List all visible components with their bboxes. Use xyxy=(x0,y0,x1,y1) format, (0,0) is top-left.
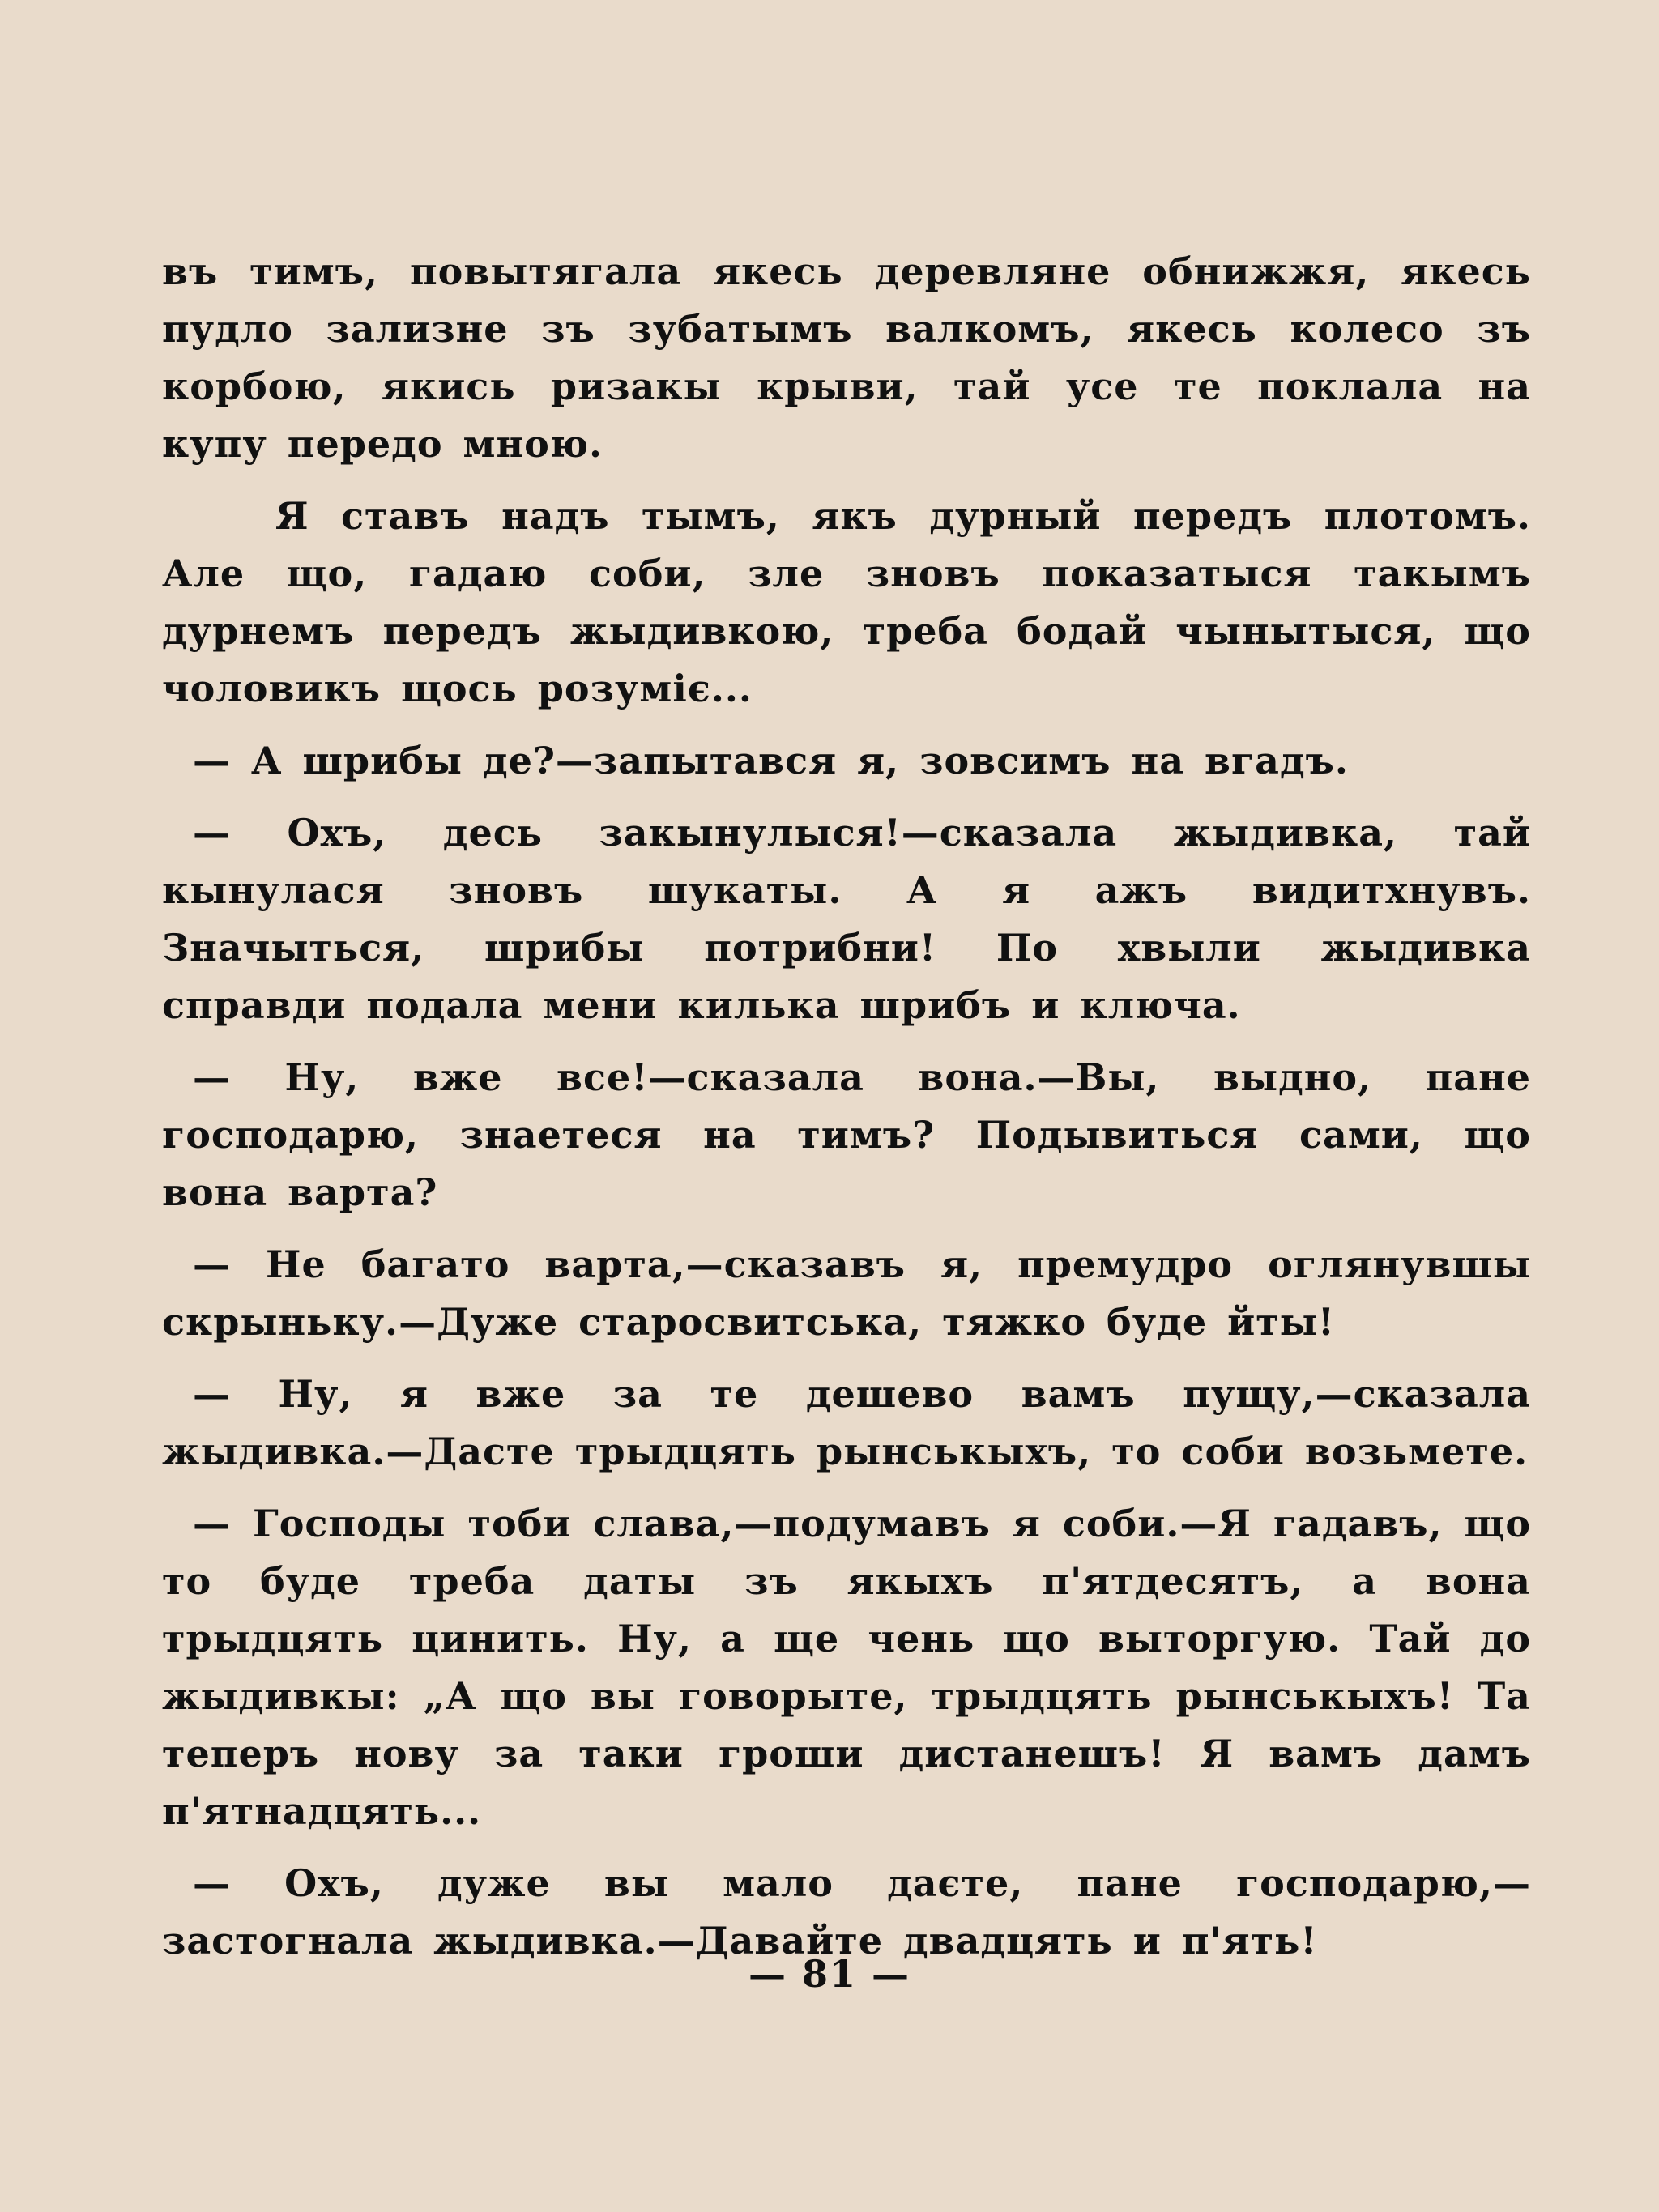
page-number: — 81 — xyxy=(748,1952,911,1996)
paragraph-4: — Охъ, десь закынулыся!—сказала жыдивка, тай кынулася зновъ шукаты. А я ажъ видитхнувъ. Значыться, шрибы потрибни! По хвыли жыдивка справди подала мени килька шрибъ и ключа. xyxy=(162,811,1531,1027)
paragraph-5: — Ну, вже все!—сказала вона.—Вы, выдно, пане господарю, знаетеся на тимъ? Подывиться сами, що вона варта? xyxy=(162,1055,1531,1214)
paragraph-7: — Ну, я вже за те дешево вамъ пущу,—сказала жыдивка.—Даcте трыдцять рынськыхъ, то соби возьмете. xyxy=(162,1372,1531,1473)
paragraph-9: — Охъ, дуже вы мало даєте, пане господарю,—застогнала жыдивка.—Давайте двадцять и п'ять! xyxy=(162,1861,1531,1963)
paragraph-1: въ тимъ, повытягала якесь деревляне обнижжя, якесь пудло зализне зъ зубатымъ валкомъ, якесь колесо зъ корбою, якись ризакы крыви, тай усе те поклала на купу передо мною. xyxy=(162,249,1531,466)
paragraph-2: Я ставъ надъ тымъ, якъ дурный передъ плотомъ. Але що, гадаю соби, зле зновъ показатыся такымъ дурнемъ передъ жыдивкою, треба бодай чынытыся, що чоловикъ щось розуміє... xyxy=(162,494,1531,710)
paragraph-8: — Господы тоби слава,—подумавъ я соби.—Я гадавъ, що то буде треба даты зъ якыхъ п'ятдесятъ, а вона трыдцять цинить. Ну, а ще чень що выторгую. Тай до жыдивкы: „А що вы говорыте, трыдцять рынськыхъ! Та теперъ нову за таки гроши дистанешъ! Я вамъ дамъ п'ятнадцять... xyxy=(162,1502,1531,1833)
paragraph-3: — А шрибы де?—запытався я, зовсимъ на вгадъ. xyxy=(193,739,1349,782)
paragraph-6: — Не багато варта,—сказавъ я, премудро оглянувшы скрыньку.—Дуже старосвитська, тяжко буде йты! xyxy=(162,1242,1531,1344)
book-page xyxy=(162,243,1531,1984)
